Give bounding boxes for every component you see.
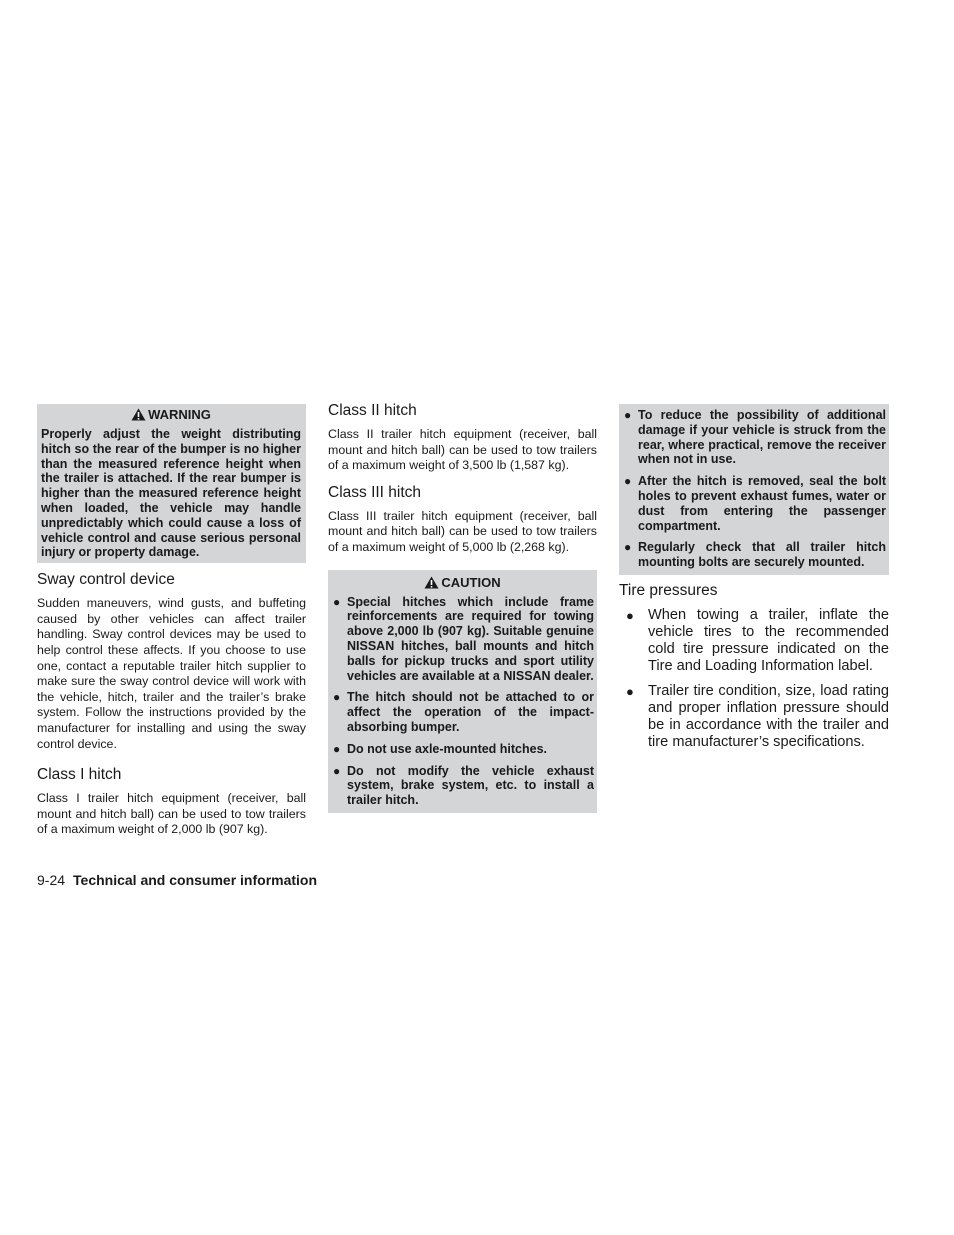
caution-item: ● Regularly check that all trailer hitch mounting bolts are securely mounted. [624, 540, 886, 570]
caution-title: CAUTION [441, 574, 501, 590]
column-middle [328, 401, 597, 813]
tire-item: ● When towing a trailer, inflate the vehicle tires to the recommended cold tire pressure indicated on the Tire and Loading Information label. [626, 606, 889, 674]
page-number: 9-24 [37, 872, 66, 888]
bullet-icon: ● [626, 683, 634, 699]
tire-item: ● Trailer tire condition, size, load rating and proper inflation pressure should be in accordance with the trailer and tire manufacturer’s specifications. [626, 682, 889, 750]
caution-item: ● Do not modify the vehicle exhaust system, brake system, etc. to install a trailer hitch. [333, 763, 594, 808]
caution-list [331, 595, 594, 808]
caution-box-continued [619, 404, 889, 575]
bullet-icon: ● [624, 540, 632, 555]
sway-text: Sudden maneuvers, wind gusts, and buffeting caused by other vehicles can affect trailer handling. Sway control devices may be used to help control these affects. If you choose to use one, contact a reputable trailer hitch supplier to make sure the sway control device will work with the vehicle, hitch, trailer and the trailer’s brake system. Follow the instructions provided by the manufacturer for installing and using the sway control device. [37, 596, 306, 751]
caution-item: ● Special hitches which include frame reinforcements are required for towing above 2,000 lb (907 kg). Suitable genuine NISSAN hitches, ball mounts and hitch balls for pickup trucks and sport utility vehicles are available at a NISSAN dealer. [333, 594, 594, 683]
warning-box [37, 404, 306, 563]
class3-text: Class III trailer hitch equipment (receiver, ball mount and hitch ball) can be used to tow trailers of a maximum weight of 5,000 lb (2,268 kg). [328, 508, 597, 554]
class2-heading: Class II hitch [328, 402, 417, 419]
tire-list [619, 607, 889, 751]
caution-header [331, 573, 594, 595]
warning-title: WARNING [148, 407, 211, 422]
class1-heading: Class I hitch [37, 766, 122, 784]
caution-item: ● After the hitch is removed, seal the bolt holes to prevent exhaust fumes, water or dust from entering the passenger compartment. [624, 474, 886, 533]
tire-heading: Tire pressures [619, 581, 718, 599]
class2-text: Class II trailer hitch equipment (receiver, ball mount and hitch ball) can be used to tow trailers of a maximum weight of 3,500 lb (1,587 kg). [328, 427, 597, 473]
warning-text: Properly adjust the weight distributing hitch so the rear of the bumper is no higher than the measured reference height when the trailer is attached. If the rear bumper is higher than the measured reference height when loaded, the vehicle may handle unpredictably which could cause a loss of vehicle control and cause serious personal injury or property damage. [41, 427, 301, 560]
bullet-icon: ● [333, 690, 341, 705]
bullet-icon: ● [333, 594, 341, 609]
page-footer [37, 871, 317, 889]
caution-list-continued [622, 408, 886, 570]
class1-text: Class I trailer hitch equipment (receiver, ball mount and hitch ball) can be used to tow trailers of a maximum weight of 2,000 lb (907 kg). [37, 791, 306, 837]
sway-heading: Sway control device [37, 571, 175, 589]
bullet-icon: ● [333, 763, 341, 778]
section-title: Technical and consumer information [73, 872, 318, 888]
bullet-icon: ● [626, 607, 634, 623]
warning-header [40, 405, 302, 427]
caution-item: ● To reduce the possibility of additional damage if your vehicle is struck from the rear, where practical, remove the receiver when not in use. [624, 408, 886, 467]
caution-item: ● Do not use axle-mounted hitches. [333, 741, 548, 756]
bullet-icon: ● [333, 741, 341, 756]
caution-triangle-icon [424, 576, 439, 589]
caution-box [328, 570, 597, 813]
bullet-icon: ● [624, 408, 632, 422]
bullet-icon: ● [624, 474, 632, 489]
caution-item: ● The hitch should not be attached to or affect the operation of the impact-absorbing bumper. [333, 690, 594, 734]
column-left [37, 404, 306, 838]
column-right [619, 404, 889, 759]
class3-heading: Class III hitch [328, 483, 422, 501]
warning-triangle-icon [131, 408, 146, 421]
